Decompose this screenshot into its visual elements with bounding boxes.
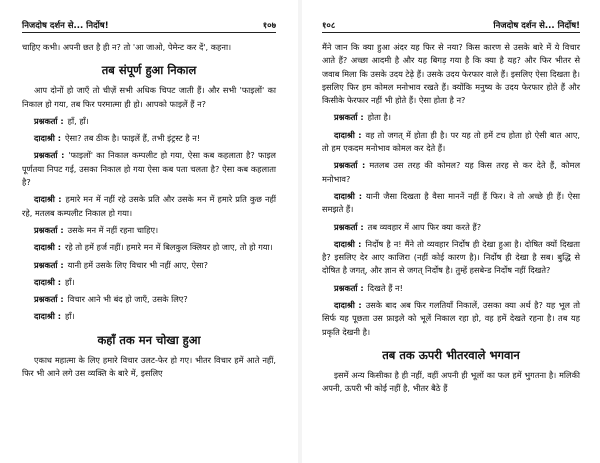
dialogue-text: यानी जैसा दिखता है वैसा माननें नहीं हैं फिर। वे तो अच्छे ही हैं। ऐसा समझते हैं। [322,190,580,215]
dialogue-text: हाँ, हाँ। [67,115,89,126]
speaker-label: दादाश्री : [34,276,61,287]
paragraph: आप दोनों हो जाएँ तो चीज़ें सभी अधिक चिपट जाती हैं। और सभी 'फाइलों' का निकाल हो गया, तब फिर परमात्मा ही हो। आपको फाइलें हैं न? [22,85,276,109]
dialogue-text: दिखते हैं न! [367,282,403,293]
right-page-header [322,17,580,33]
dialogue-text: उसके मन में नहीं रहना चाहिए। [67,224,159,235]
dialogue-line [22,115,276,128]
speaker-label: प्रश्नकर्ता : [34,224,64,235]
dialogue-text: तब व्यवहार में आप फिर क्या करते हैं? [367,221,482,232]
paragraph: एकाध महात्मा के लिए हमारे विचार उलट-फेर हो गए। भीतर विचार हमें आते नहीं, फिर भी आने लगे उस व्यक्ति के बारे में, इसलिए [22,354,276,379]
dialogue-line [22,149,276,189]
paragraph: मैंने जान कि क्या हुआ अंदर यह फिर से नया? किस कारण से उसके बारे में ये विचार आते हैं? अच्छा आदमी है और यह बिगड़ गया है कि क्या है यह? और फिर भीतर से जवाब मिला कि उसके उदय टेढ़े हैं। उसके उदय फेरफार वाले हैं। इसलिए ऐसा दिखता है। इसलिए फिर हम कोमल मनोभाव रखते हैं। क्योंकि मनुष्य के उदय फेरफार होते हैं और किसीके फेरफार नहीं भी होते हैं। ऐसा होता है न? [322,42,580,106]
dialogue-line [22,310,276,323]
dialogue-line [322,282,580,295]
dialogue-line [22,293,276,306]
speaker-label: प्रश्नकर्ता : [34,294,64,305]
right-page-body [322,41,580,396]
dialogue-text: हाँ। [64,276,75,287]
dialogue-text: यानी हमें उसके लिए विचार भी नहीं आए, ऐसा? [67,259,209,270]
dialogue-line [22,241,276,254]
speaker-label: दादाश्री : [34,194,62,205]
section-heading: तब तक ऊपरी भीतरवाले भगवान [382,347,520,362]
left-page [0,0,298,463]
speaker-label: दादाश्री : [34,242,61,253]
dialogue-text: निर्दोष है न! मैंने तो व्यवहार निर्दोष ही देखा हुआ है। दोषित क्यों दिखता है? इसलिए देर आए काजिरा (नहीं कोई कारण है)। निर्दोष ही देखा है सब। बुद्धि से दोषित है जगत्, और ज्ञान से जगत् निर्दोष है। तुम्हें हसबेन्ड निर्दोष नहीं दिखते? [322,238,580,276]
right-page [302,0,600,463]
dialogue-text: रहे तो हमें हर्ज नहीं। हमारे मन में बिलकुल क्लियर हो जाए, तो हो गया। [64,242,273,253]
intro-paragraph: चाहिए कभी। अपनी छत है ही न? तो 'आ जाओ, पेमेन्ट कर दें', कहना। [22,42,232,52]
dialogue-line [322,190,580,217]
dialogue-line [22,193,276,220]
speaker-label: दादाश्री : [334,300,362,311]
speaker-label: दादाश्री : [34,311,61,322]
left-page-body [22,41,276,380]
speaker-label: दादाश्री : [334,190,363,201]
dialogue-line [322,111,580,124]
dialogue-line [22,132,276,145]
right-header-title: निजदोष दर्शन से... निर्दोष! [493,21,580,31]
dialogue-text: मतलब उस तरह की कोमल? यह किस तरह से कर देते हैं, कोमल मनोभाव? [322,160,580,184]
dialogue-line [322,299,580,339]
dialogue-text: हाँ। [64,311,75,322]
speaker-label: प्रश्नकर्ता : [334,112,364,123]
left-page-header [22,17,276,33]
dialogue-line [322,221,580,234]
dialogue-text: उसके बाद अब फिर गलतियाँ निकालें, उसका क्या अर्थ है? यह भूल तो सिर्फ यह पूछता उस फ़ाइले को भूलें निकाल रहा हो, वह हमें देखते रहना है। तब यह प्रकृति देखनी है। [322,300,580,337]
left-header-title: निजदोष दर्शन से... निर्दोष! [22,21,109,31]
dialogue-line [322,159,580,186]
paragraph: इसमें अन्य किसीका है ही नहीं, वहीं अपनी ही भूलों का फल हमें भुगतना है। मलिकी अपनी, ऊपरी भी कोई नहीं है, भीतर बैठे हैं [322,369,580,394]
dialogue-text: ऐसा? तब ठीक है। फाइलें हैं, तभी इंट्रस्ट है न! [64,133,201,144]
dialogue-line [322,238,580,278]
speaker-label: प्रश्नकर्ता : [334,221,364,232]
section-heading: तब संपूर्ण हुआ निकाल [101,63,197,78]
dialogue-line [22,259,276,272]
dialogue-text: हमारे मन में नहीं रहे उसके प्रति और उसके मन में हमारे प्रति कुछ नहीं रहे, मतलब कम्पलीट निकाल हो गया। [22,194,276,218]
speaker-label: प्रश्नकर्ता : [334,160,366,171]
dialogue-line [322,129,580,156]
speaker-label: प्रश्नकर्ता : [34,115,64,126]
dialogue-line [22,276,276,289]
speaker-label: प्रश्नकर्ता : [34,259,64,270]
dialogue-text: विचार आने भी बंद हो जाएँ, उसके लिए? [67,294,188,305]
speaker-label: दादाश्री : [334,129,362,140]
dialogue-line [22,224,276,237]
speaker-label: प्रश्नकर्ता : [34,150,65,161]
speaker-label: दादाश्री : [334,238,362,249]
dialogue-text: होता है। [367,112,391,123]
section-heading: कहाँ तक मन चोखा हुआ [97,332,201,347]
left-page-number: १०७ [262,21,276,31]
dialogue-text: 'फाइलों' का निकाल कम्पलीट हो गया, ऐसा कब कहलाता है? फाइल पूर्णतया निपट गई, उसका निकाल हो गया ऐसा कब पता चलता है? ऐसा कब कहलाता है? [22,150,276,188]
dialogue-text: वह तो जगत् में होता ही है। पर यह तो हमें टच होता हो ऐसी बात आए, तो हम एकदम मनोभाव कोमल कर देते हैं। [322,129,580,154]
speaker-label: प्रश्नकर्ता : [334,282,364,293]
speaker-label: दादाश्री : [34,133,61,144]
right-page-number: १०८ [322,21,336,31]
